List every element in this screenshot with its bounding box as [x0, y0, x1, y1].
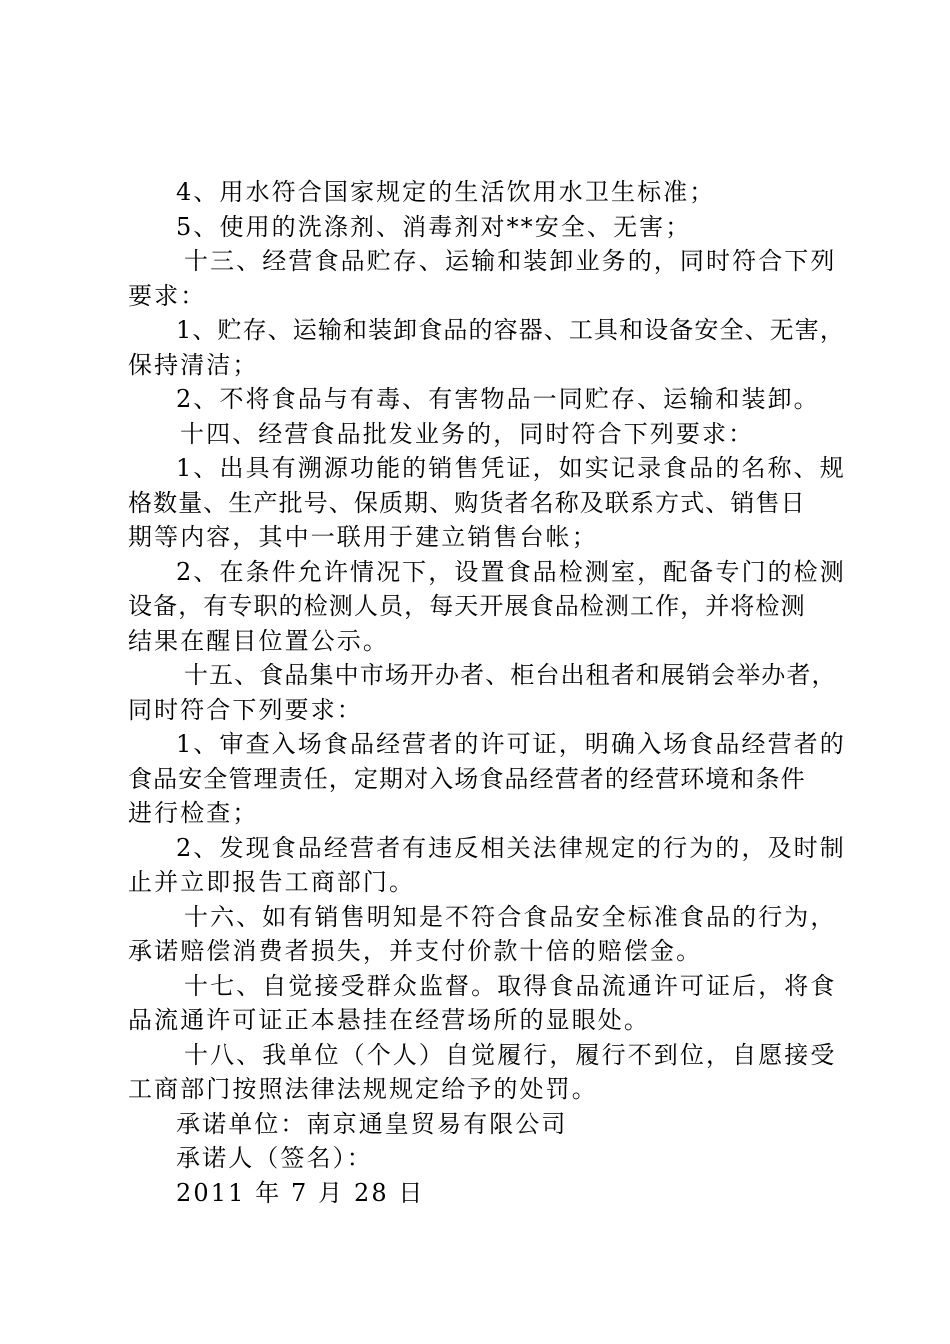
signing-unit: 承诺单位：南京通皇贸易有限公司 [176, 1109, 568, 1138]
text-line: 期等内容，其中一联用于建立销售台帐； [128, 523, 598, 551]
text-line: 进行检查； [128, 799, 259, 827]
text-line: 同时符合下列要求： [128, 695, 363, 724]
signatory-label: 承诺人（签名）： [176, 1144, 373, 1172]
text-line: 4、用水符合国家规定的生活饮用水卫生标准； [176, 178, 716, 206]
section-heading-line: 十六、如有销售明知是不符合食品安全标准食品的行为， [184, 902, 837, 931]
text-line: 食品安全管理责任，定期对入场食品经营者的经营环境和条件 [128, 764, 806, 793]
text-line: 2、不将食品与有毒、有害物品一同贮存、运输和装卸。 [176, 385, 820, 413]
section-heading-line: 十四、经营食品批发业务的，同时符合下列要求： [180, 419, 755, 448]
text-line: 2、在条件允许情况下，设置食品检测室，配备专门的检测 [176, 557, 846, 586]
text-line: 格数量、生产批号、保质期、购货者名称及联系方式、销售日 [128, 488, 806, 517]
text-line: 1、贮存、运输和装卸食品的容器、工具和设备安全、无害， [176, 316, 845, 344]
text-line: 5、使用的洗涤剂、消毒剂对**安全、无害； [176, 212, 692, 241]
section-heading-line: 十三、经营食品贮存、运输和装卸业务的，同时符合下列 [184, 247, 837, 275]
text-line: 承诺赔偿消费者损失，并支付价款十倍的赔偿金。 [128, 937, 703, 965]
text-line: 设备，有专职的检测人员，每天开展食品检测工作，并将检测 [128, 592, 806, 620]
text-line: 要求： [128, 281, 207, 310]
text-line: 工商部门按照法律法规规定给予的处罚。 [128, 1075, 598, 1103]
section-heading-line: 十五、食品集中市场开办者、柜台出租者和展销会举办者， [184, 661, 837, 689]
text-line: 保持清洁； [128, 350, 259, 379]
text-line: 品流通许可证正本悬挂在经营场所的显眼处。 [128, 1006, 650, 1034]
text-line: 1、出具有溯源功能的销售凭证，如实记录食品的名称、规 [176, 454, 846, 482]
signing-date: 2011 年 7 月 28 日 [176, 1178, 425, 1207]
text-line: 止并立即报告工商部门。 [128, 868, 416, 896]
text-line: 2、发现食品经营者有违反相关法律规定的行为的，及时制 [176, 833, 846, 862]
text-line: 结果在醒目位置公示。 [128, 626, 389, 655]
document-body [128, 175, 846, 1210]
section-heading-line: 十八、我单位（个人）自觉履行，履行不到位，自愿接受 [184, 1040, 837, 1069]
text-line: 1、审查入场食品经营者的许可证，明确入场食品经营者的 [176, 730, 846, 758]
section-heading-line: 十七、自觉接受群众监督。取得食品流通许可证后，将食 [184, 971, 837, 1000]
